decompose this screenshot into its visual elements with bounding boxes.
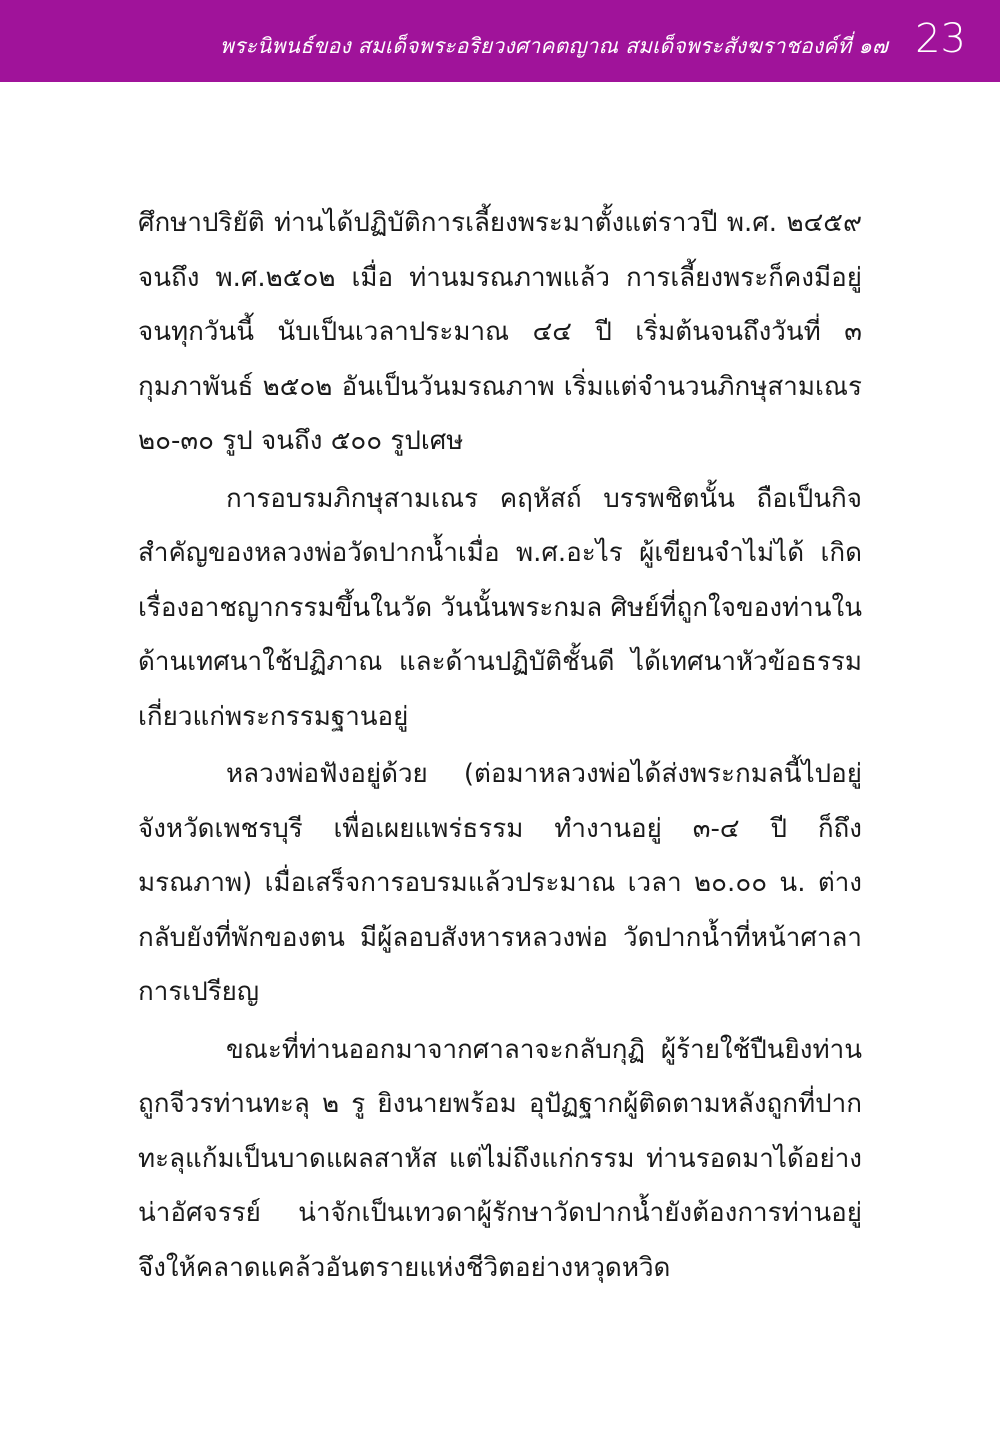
page-number: 23 <box>915 16 966 62</box>
paragraph: ขณะที่ท่านออกมาจากศาลาจะกลับกุฏิ ผู้ร้ายใช้ปืนยิงท่านถูกจีวรท่านทะลุ ๒ รู ยิงนายพร้อม อุปัฏฐากผู้ติดตามหลังถูกที่ปากทะลุแก้มเป็นบาดแผลสาหัส แต่ไม่ถึงแก่กรรม ท่านรอดมาได้อย่างน่าอัศจรรย์ น่าจักเป็นเทวดาผู้รักษาวัดปากน้ำยังต้องการท่านอยู่ จึงให้คลาดแคล้วอันตรายแห่งชีวิตอย่างหวุดหวิด <box>138 1034 862 1283</box>
paragraph: หลวงพ่อฟังอยู่ด้วย (ต่อมาหลวงพ่อได้ส่งพระกมลนี้ไปอยู่จังหวัดเพชรบุรี เพื่อเผยแพร่ธรรม ทำงานอยู่ ๓-๔ ปี ก็ถึงมรณภาพ) เมื่อเสร็จการอบรมแล้วประมาณ เวลา ๒๐.๐๐ น. ต่างกลับยังที่พักของตน มีผู้ลอบสังหารหลวงพ่อ วัดปากน้ำที่หน้าศาลาการเปรียญ <box>138 759 862 1007</box>
running-header-title: พระนิพนธ์ของ สมเด็จพระอริยวงศาคตญาณ สมเด็จพระสังฆราชองค์ที่ ๑๗ <box>219 34 888 58</box>
header-bar <box>0 0 1000 82</box>
paragraph-continued: ศึกษาปริยัติ ท่านได้ปฏิบัติการเลี้ยงพระมาตั้งแต่ราวปี พ.ศ. ๒๔๕๙ จนถึง พ.ศ.๒๕๐๒ เมื่อ ท่านมรณภาพแล้ว การเลี้ยงพระก็คงมีอยู่จนทุกวันนี้ นับเป็นเวลาประมาณ ๔๔ ปี เริ่มต้นจนถึงวันที่ ๓ กุมภาพันธ์ ๒๕๐๒ อันเป็นวันมรณภาพ เริ่มแต่จำนวนภิกษุสามเณร ๒๐-๓๐ รูป จนถึง ๕๐๐ รูปเศษ <box>138 208 862 456</box>
page-body <box>138 196 862 1298</box>
paragraph: การอบรมภิกษุสามเณร คฤหัสถ์ บรรพชิตนั้น ถือเป็นกิจสำคัญของหลวงพ่อวัดปากน้ำเมื่อ พ.ศ.อะไร ผู้เขียนจำไม่ได้ เกิดเรื่องอาชญากรรมขึ้นในวัด วันนั้นพระกมล ศิษย์ที่ถูกใจของท่านในด้านเทศนาใช้ปฏิภาณ และด้านปฏิบัติชั้นดี ได้เทศนาหัวข้อธรรมเกี่ยวแก่พระกรรมฐานอยู่ <box>138 483 862 732</box>
